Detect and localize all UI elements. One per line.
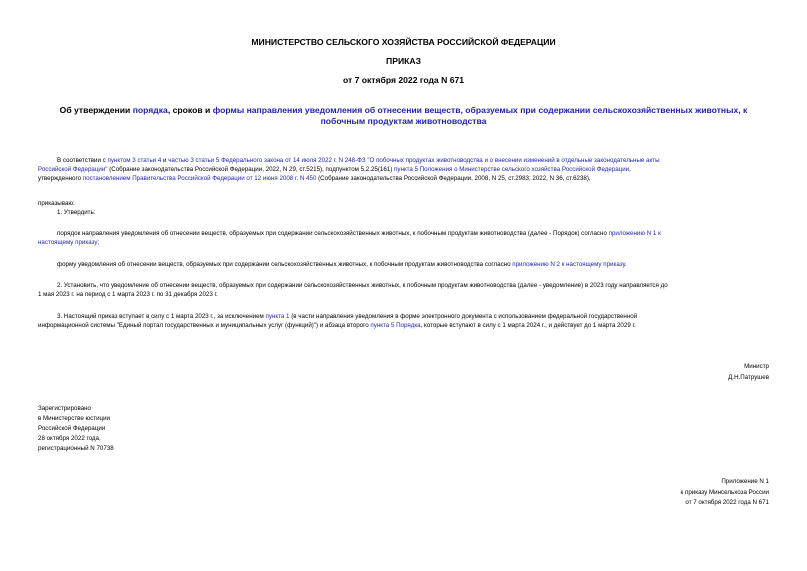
link-appendix-1[interactable]: приложению N 1 к xyxy=(608,230,661,237)
doc-type-heading: ПРИКАЗ xyxy=(386,56,421,66)
link-ministry-regulation[interactable]: пункта 5 Положения о Министерстве сельского хозяйства Российской Федерации xyxy=(394,166,630,173)
ministry-heading: МИНИСТЕРСТВО СЕЛЬСКОГО ХОЗЯЙСТВА РОССИЙСКОЙ ФЕДЕРАЦИИ xyxy=(251,37,556,47)
document-title xyxy=(38,105,769,127)
form-text: . xyxy=(624,261,627,268)
link-item-1[interactable]: пункта 1 xyxy=(265,313,290,320)
item2-line-2: 1 мая 2023 г. на период с 1 марта 2023 г. по 31 декабря 2023 г. xyxy=(38,291,218,298)
item3-text: (в части направления уведомления в форме электронного документа с использованием федеральной государственной xyxy=(289,313,638,320)
title-text-2: , сроков и xyxy=(167,105,213,115)
link-government-decree-450[interactable]: постановлением Правительства Российской Федерации от 12 июня 2008 г. N 450 xyxy=(82,175,317,182)
registration-block xyxy=(38,404,114,454)
appendix-line: Приложение N 1 xyxy=(721,478,769,485)
item1-line: 1. Утвердить: xyxy=(57,209,96,216)
procedure-text: порядок направления уведомления об отнесении веществ, образуемых при содержании сельскохозяйственных животных, к побочным продуктам животноводства (далее - Порядок) согласно xyxy=(57,230,609,237)
appendix-heading xyxy=(681,477,769,509)
preamble-text: В соответствии с xyxy=(57,157,108,164)
appendix-line: от 7 октября 2022 года N 671 xyxy=(685,499,769,506)
item3-text: , которые вступают в силу с 1 марта 2024 г., и действует до 1 марта 2029 г. xyxy=(420,322,636,329)
link-point3-art4[interactable]: пунктом 3 статьи 4 xyxy=(107,157,162,164)
preamble-text: (Собрание законодательства Российской Федерации, 2008, N 25, ст.2983; 2022, N 36, ст.6238), xyxy=(316,175,591,182)
item2-paragraph xyxy=(38,281,769,299)
form-text: форму уведомления об отнесении веществ, образуемых при содержании сельскохозяйственных животных, к побочным продуктам животноводства согласно xyxy=(57,261,513,268)
preamble-text: и xyxy=(161,157,169,164)
form-paragraph xyxy=(38,260,769,269)
preamble-text: утвержденного xyxy=(38,175,83,182)
preamble-text: (Собрание законодательства Российской Федерации, 2022, N 29, ст.5215), подпунктом 5.2.25(161) xyxy=(107,166,395,173)
item3-text: информационной системы "Единый портал государственных и муниципальных услуг (функций)") и абзаца второго xyxy=(38,322,371,329)
link-appendix-1-cont[interactable]: настоящему приказу xyxy=(38,239,98,246)
appendix-line: к приказу Минсельхоза России xyxy=(680,488,769,496)
preamble-paragraph xyxy=(38,156,769,183)
title-link-procedure[interactable]: порядка xyxy=(132,105,168,115)
link-appendix-2[interactable]: приложению N 2 к настоящему приказу xyxy=(512,261,625,268)
date-number-heading: от 7 октября 2022 года N 671 xyxy=(342,75,465,85)
orders-line: приказываю: xyxy=(38,200,75,207)
link-law-248fz-cont[interactable]: Российской Федерации" xyxy=(38,166,108,173)
registration-line: 28 октября 2022 года, xyxy=(38,435,101,442)
registration-line: в Министерстве юстиции xyxy=(38,415,111,422)
registration-line: регистрационный N 70738 xyxy=(38,445,114,452)
procedure-text: ; xyxy=(97,239,100,246)
link-procedure-point5[interactable]: пункта 5 Порядка xyxy=(370,322,421,329)
item3-paragraph xyxy=(38,312,769,330)
signature-block xyxy=(728,362,769,383)
title-link-form[interactable]: формы направления уведомления об отнесении веществ, образуемых при содержании сельскохозяйственных животных, к побочным продуктам животноводства xyxy=(212,105,748,126)
registration-line: Зарегистрировано xyxy=(38,405,91,412)
signature-name: Д.Н.Патрушев xyxy=(728,373,769,381)
preamble-text: , xyxy=(629,166,631,173)
procedure-paragraph xyxy=(38,229,769,247)
signature-position: Министр xyxy=(744,363,769,370)
link-law-248fz[interactable]: частью 3 статьи 5 Федерального закона от 14 июля 2022 г. N 248-ФЗ "О побочных продуктах животноводства и о внесении изменений в отдельные законодательные акты xyxy=(168,157,660,164)
registration-line: Российской Федерации xyxy=(38,425,106,432)
item2-line-1: 2. Установить, что уведомление об отнесении веществ, образуемых при содержании сельскохозяйственных животных, к побочным продуктам животноводства (далее - уведомление) в 2023 году направляется до xyxy=(57,282,668,289)
item3-text: 3. Настоящий приказ вступает в силу с 1 марта 2023 г., за исключением xyxy=(57,313,266,320)
title-text-1: Об утверждении xyxy=(59,105,133,115)
